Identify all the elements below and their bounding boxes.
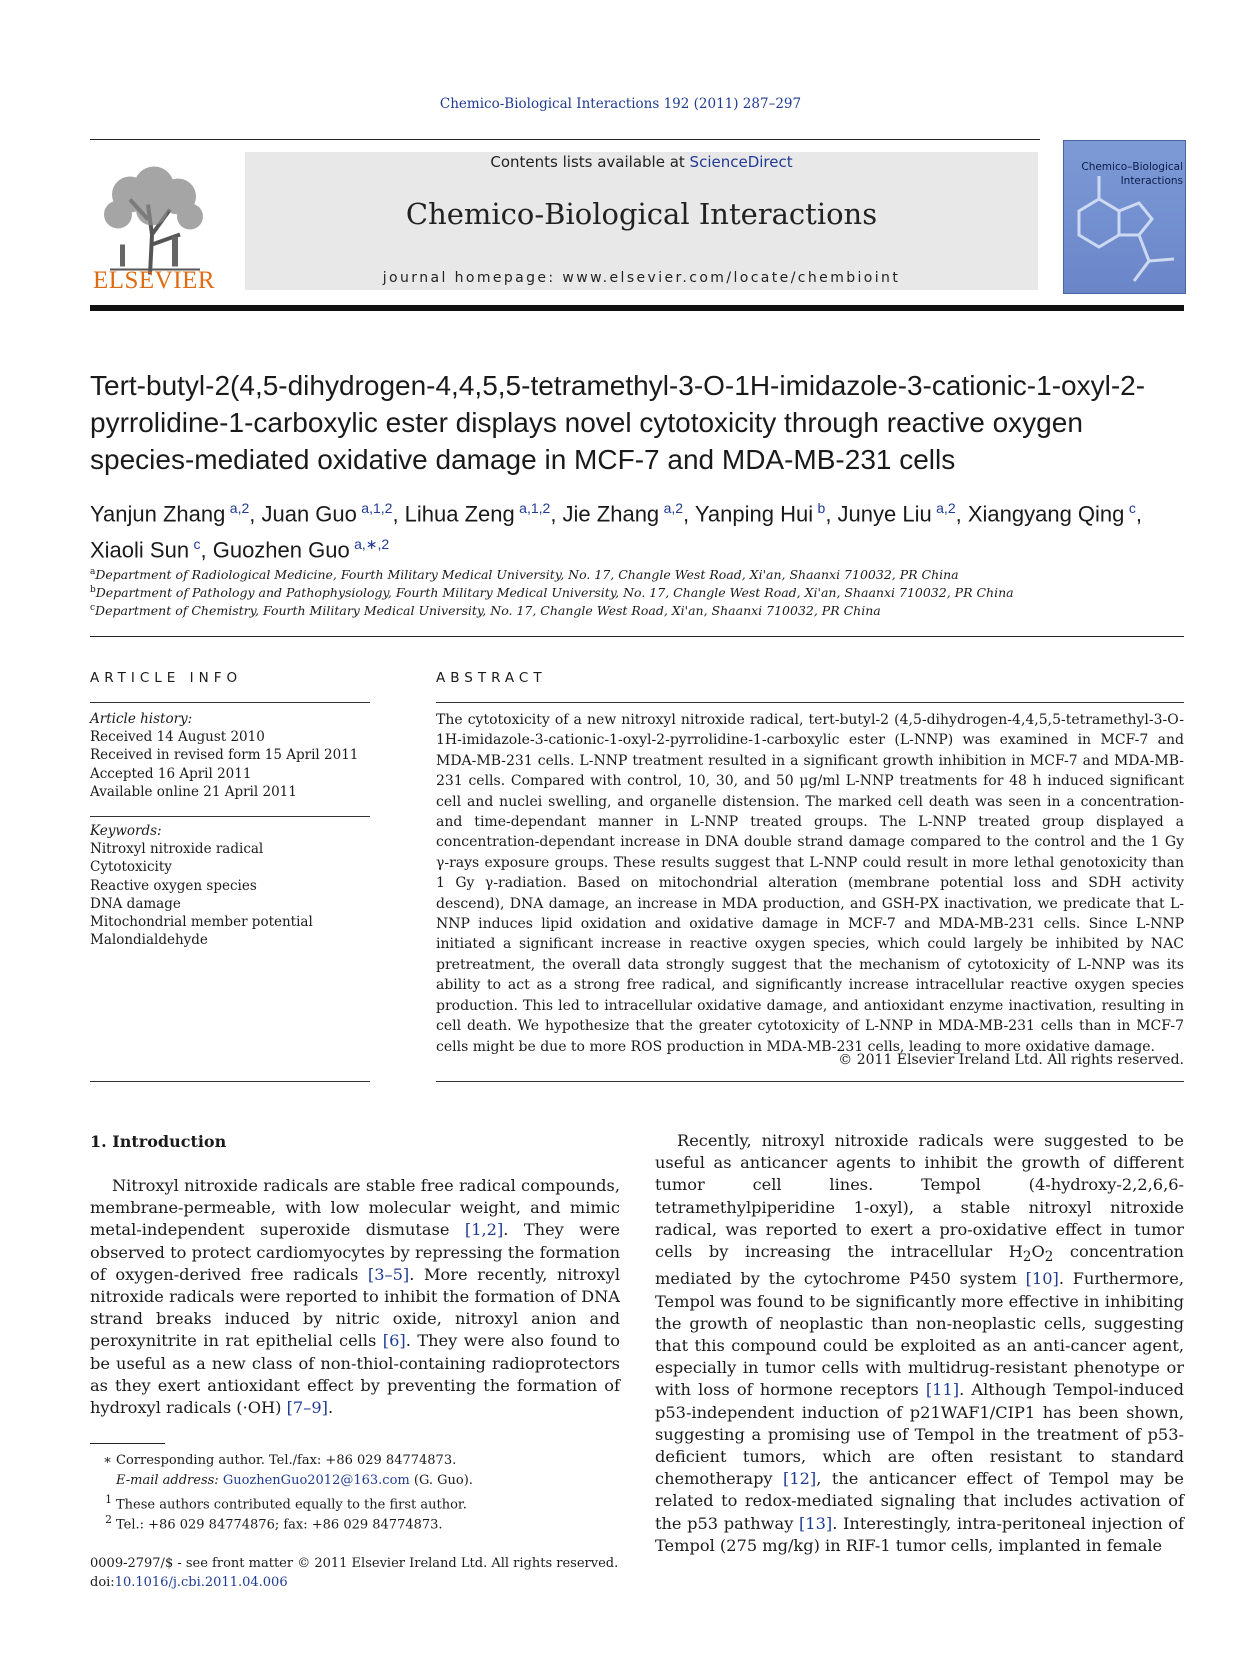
abstract-bottom-rule — [436, 1081, 1184, 1082]
article-info-rule — [90, 702, 370, 703]
text-run: ·OH) — [242, 1398, 287, 1418]
author-affiliation-mark[interactable]: a,∗,2 — [354, 536, 390, 553]
author-affiliation-mark[interactable]: a,2 — [229, 500, 250, 516]
footnote-text: These authors contributed equally to the first author. — [116, 1497, 467, 1513]
footnote-email — [90, 1472, 656, 1490]
affiliation-text: Department of Radiological Medicine, Fourth Military Medical University, No. 17, Changle West Road, Xi'an, Shaanxi 710032, PR China — [95, 567, 959, 583]
citation-link[interactable]: [13] — [798, 1513, 833, 1533]
intro-paragraph-1 — [90, 1175, 620, 1419]
contents-prefix: Contents lists available at — [490, 153, 690, 171]
footnote-corresponding — [90, 1452, 630, 1470]
text-run: . More recently, nitroxyl nitroxide radicals were reported to inhibit the formation of DNA strand breaks induced by nitric oxide, nitroxyl anion and peroxynitrite in rat epithelial cells — [90, 1264, 620, 1351]
author-name: Yanjun Zhang — [90, 501, 226, 527]
text-run: Nitroxyl nitroxide radicals are stable free radical compounds, membrane-permeable, with low molecular weight, and mimic metal-independent superoxide dismutase — [90, 1176, 620, 1240]
text-run: . Furthermore, Tempol was found to be significantly more effective in inhibiting the growth of neoplastic than non-neoplastic cells, suggesting that this compound could be exploited as an anti-cancer agent, especially in tumor cells with multidrug-resistant phenotype or with loss of hormone receptors — [655, 1269, 1184, 1400]
article-history — [90, 710, 370, 801]
journal-homepage — [245, 270, 1038, 286]
affiliation-text: Department of Pathology and Pathophysiology, Fourth Military Medical University, No. 17, Changle West Road, Xi'an, Shaanxi 710032, PR China — [95, 585, 1014, 601]
author-name: Lihua Zeng — [404, 501, 515, 527]
cover-title-line2: Interactions — [1120, 175, 1183, 187]
journal-title: Chemico-Biological Interactions — [405, 197, 878, 231]
footnote-text: Tel.: +86 029 84774876; fax: +86 029 84774873. — [116, 1517, 443, 1533]
homepage-prefix: journal homepage: — [382, 270, 563, 286]
author-name: Juan Guo — [261, 501, 357, 527]
subscript: 2 — [1022, 1249, 1032, 1266]
text-run: O — [1031, 1242, 1045, 1262]
keyword-item: DNA damage — [90, 895, 181, 912]
abstract-heading: ABSTRACT — [436, 670, 547, 686]
text-run: . — [327, 1398, 334, 1418]
text-run: , the anticancer effect of Tempol may be related to redox-mediated signaling that includes activation of the p53 pathway — [655, 1469, 1185, 1533]
history-label: Article history: — [90, 711, 193, 727]
history-online: Available online 21 April 2011 — [90, 783, 297, 800]
subscript: 2 — [1044, 1249, 1054, 1266]
email-suffix: (G. Guo). — [409, 1473, 473, 1488]
author-name: Xiangyang Qing — [967, 501, 1125, 527]
homepage-url[interactable]: www.elsevier.com/locate/chembioint — [562, 270, 901, 286]
author-list: Yanjun Zhang $^{a,2}$, Juan Guo $^{a,1,2}$, Lihua Zeng $^{a,1,2}$, Jie Zhang $^{a,2}$, Yanping Hui $^b$, Junye Liu $^{a,2}$, Xiangyang Qing $^c$, Xiaoli Sun $^c$, Guozhen Guo $^{a,∗,2}$ — [90, 500, 1142, 563]
footnote-text: Corresponding author. Tel./fax: +86 029 84774873. — [116, 1453, 457, 1468]
doi-line — [90, 1574, 288, 1592]
header-rule — [90, 139, 1040, 140]
history-received: Received 14 August 2010 — [90, 729, 265, 746]
footnote-2 — [90, 1511, 630, 1534]
article-info-heading: ARTICLE INFO — [90, 670, 243, 686]
cover-title — [1066, 160, 1183, 188]
history-revised: Received in revised form 15 April 2011 — [90, 747, 359, 764]
text-run: . They were observed to protect cardiomyocytes by repressing the formation of oxygen-derived free radicals — [90, 1220, 620, 1284]
author-affiliation-mark[interactable]: a,1,2 — [519, 500, 551, 516]
author-affiliation-mark[interactable]: b — [817, 500, 826, 516]
email-link[interactable]: GuozhenGuo2012@163.com — [222, 1473, 410, 1488]
author-name: Junye Liu — [837, 501, 932, 527]
author-affiliation-mark[interactable]: c — [1128, 500, 1136, 516]
affiliation-mark: a — [90, 567, 96, 577]
abstract-rule — [436, 702, 1184, 703]
citation-link[interactable]: [7–9] — [286, 1398, 328, 1418]
keyword-item: Reactive oxygen species — [90, 877, 257, 894]
affiliation-c — [90, 599, 881, 620]
text-run: . Interestingly, intra-peritoneal injection of Tempol (275 mg/kg) in RIF-1 tumor cells, implanted in female — [655, 1513, 1184, 1555]
author-affiliation-mark[interactable]: a,2 — [663, 500, 684, 516]
footnote-mark: 2 — [105, 1513, 112, 1526]
doi-label: doi: — [90, 1575, 115, 1590]
keyword-item: Mitochondrial member potential — [90, 914, 313, 931]
journal-reference[interactable]: Chemico-Biological Interactions 192 (2011) 287–297 — [439, 96, 802, 112]
keywords-rule — [90, 816, 370, 817]
header-thick-rule — [90, 305, 1184, 311]
email-label: E-mail address: — [116, 1473, 223, 1488]
affiliation-text: Department of Chemistry, Fourth Military Medical University, No. 17, Changle West Road, Xi'an, Shaanxi 710032, PR China — [95, 603, 881, 619]
history-accepted: Accepted 16 April 2011 — [90, 765, 252, 782]
footnote-rule — [90, 1443, 165, 1444]
intro-paragraph-2 — [655, 1130, 1184, 1557]
keyword-item: Nitroxyl nitroxide radical — [90, 841, 264, 858]
text-run: concentration mediated by the cytochrome P450 system — [655, 1242, 1184, 1289]
keyword-item: Malondialdehyde — [90, 932, 208, 949]
keywords-block — [90, 822, 370, 949]
keyword-item: Cytotoxicity — [90, 859, 172, 876]
text-run: . They were also found to be useful as a new class of non-thiol-containing radioprotectors as they exert antioxidant effect by preventing the formation of hydroxyl radicals ( — [90, 1331, 620, 1418]
text-run: . Although Tempol-induced p53-independent induction of p21WAF1/CIP1 has been shown, suggesting a promising use of Tempol in the treatment of p53-deficient tumors, which are often resistant to standard chemotherapy — [655, 1380, 1184, 1489]
footnote-mark: 1 — [105, 1493, 112, 1506]
author-affiliation-mark[interactable]: c — [193, 536, 201, 553]
abstract-text: The cytotoxicity of a new nitroxyl nitroxide radical, tert-butyl-2 (4,5-dihydrogen-4,4,5,5-tetramethyl-3-O-1H-imidazole-3-cationic-1-oxyl-2-pyrrolidine-1-carboxylic ester (L-NNP) was examined in MCF-7 and MDA-MB-231 cells. L-NNP treatment resulted in a significant growth inhibition in MCF-7 and MDA-MB-231 cells. Compared with control, 10, 30, and 50 μg/ml L-NNP treatments for 48 h induced significant cell and nuclei swelling, and organelle distension. The marked cell death was seen in a concentration- and time-dependant manner in L-NNP treated groups. The L-NNP treated group displayed a concentration-dependant increase in DNA double strand damage compared to the control and the 1 Gy γ-rays exposure groups. These results suggest that L-NNP could result in more lethal genotoxicity than 1 Gy γ-radiation. Based on mitochondrial alteration (membrane potential loss and SDH activity descend), DNA damage, an increase in MDA production, and GSH-PX inactivation, we predicate that L-NNP induces lipid oxidation and oxidative damage in MCF-7 and MDA-MB-231 cells. Since L-NNP initiated a significant increase in reactive oxygen species, which could largely be inhibited by NAC pretreatment, the overall data strongly suggest that the mechanism of cytotoxicity of L-NNP was its ability to act as a strong free radical, and significantly increase intracellular reactive oxygen species production. This led to intracellular oxidative damage, and antioxidant enzyme inactivation, resulting in cell death. We hypothesize that the greater cytotoxicity of L-NNP in MDA-MB-231 cells than in MCF-7 cells might be due to more ROS production in MDA-MB-231 cells, leading to more oxidative damage. — [436, 712, 1184, 1055]
citation-link[interactable]: [11] — [925, 1380, 960, 1400]
abstract-copyright: © 2011 Elsevier Ireland Ltd. All rights reserved. — [838, 1052, 1184, 1068]
text-run: Recently, nitroxyl nitroxide radicals were suggested to be useful as anticancer agents to inhibit the growth of different tumor cell lines. Tempol (4-hydroxy-2,2,6,6-tetramethylpiperidine 1-oxyl), a stable nitroxyl nitroxide radical, was reported to exert a pro-oxidative effect in tumor cells by increasing the intracellular H — [655, 1131, 1184, 1262]
section-heading-introduction: 1. Introduction — [90, 1132, 227, 1151]
author-name: Yanping Hui — [694, 501, 814, 527]
affiliation-mark: b — [90, 585, 96, 595]
sciencedirect-link[interactable]: ScienceDirect — [689, 153, 793, 171]
author-affiliation-mark[interactable]: a,1,2 — [361, 500, 393, 516]
citation-link[interactable]: [6] — [382, 1331, 406, 1351]
citation-link[interactable]: [3–5] — [367, 1264, 410, 1284]
author-name: Guozhen Guo — [212, 537, 350, 563]
author-affiliation-mark[interactable]: a,2 — [936, 500, 956, 516]
article-info-bottom-rule — [90, 1081, 370, 1082]
footnote-mark: ∗ — [103, 1453, 112, 1468]
keywords-label: Keywords: — [90, 823, 162, 839]
contents-line — [245, 153, 1038, 171]
citation-link[interactable]: [10] — [1025, 1269, 1059, 1289]
article-title: Tert-butyl-2(4,5-dihydrogen-4,4,5,5-tetramethyl-3-O-1H-imidazole-3-cationic-1-oxyl-2-pyrrolidine-1-carboxylic ester displays novel cytotoxicity through reactive oxygen species-mediated oxidative damage in MCF-7 and MDA-MB-231 cells — [90, 370, 1146, 475]
affiliation-rule — [90, 636, 1184, 637]
doi-link[interactable]: 10.1016/j.cbi.2011.04.006 — [114, 1575, 288, 1590]
issn-line: 0009-2797/$ - see front matter © 2011 Elsevier Ireland Ltd. All rights reserved. — [90, 1556, 619, 1571]
author-name: Jie Zhang — [562, 501, 660, 527]
citation-link[interactable]: [1,2] — [464, 1220, 504, 1240]
citation-link[interactable]: [12] — [783, 1469, 817, 1489]
affiliation-mark: c — [90, 603, 96, 613]
author-name: Xiaoli Sun — [90, 537, 190, 563]
elsevier-wordmark: ELSEVIER — [92, 267, 216, 294]
cover-title-line1: Chemico–Biological — [1081, 161, 1183, 173]
